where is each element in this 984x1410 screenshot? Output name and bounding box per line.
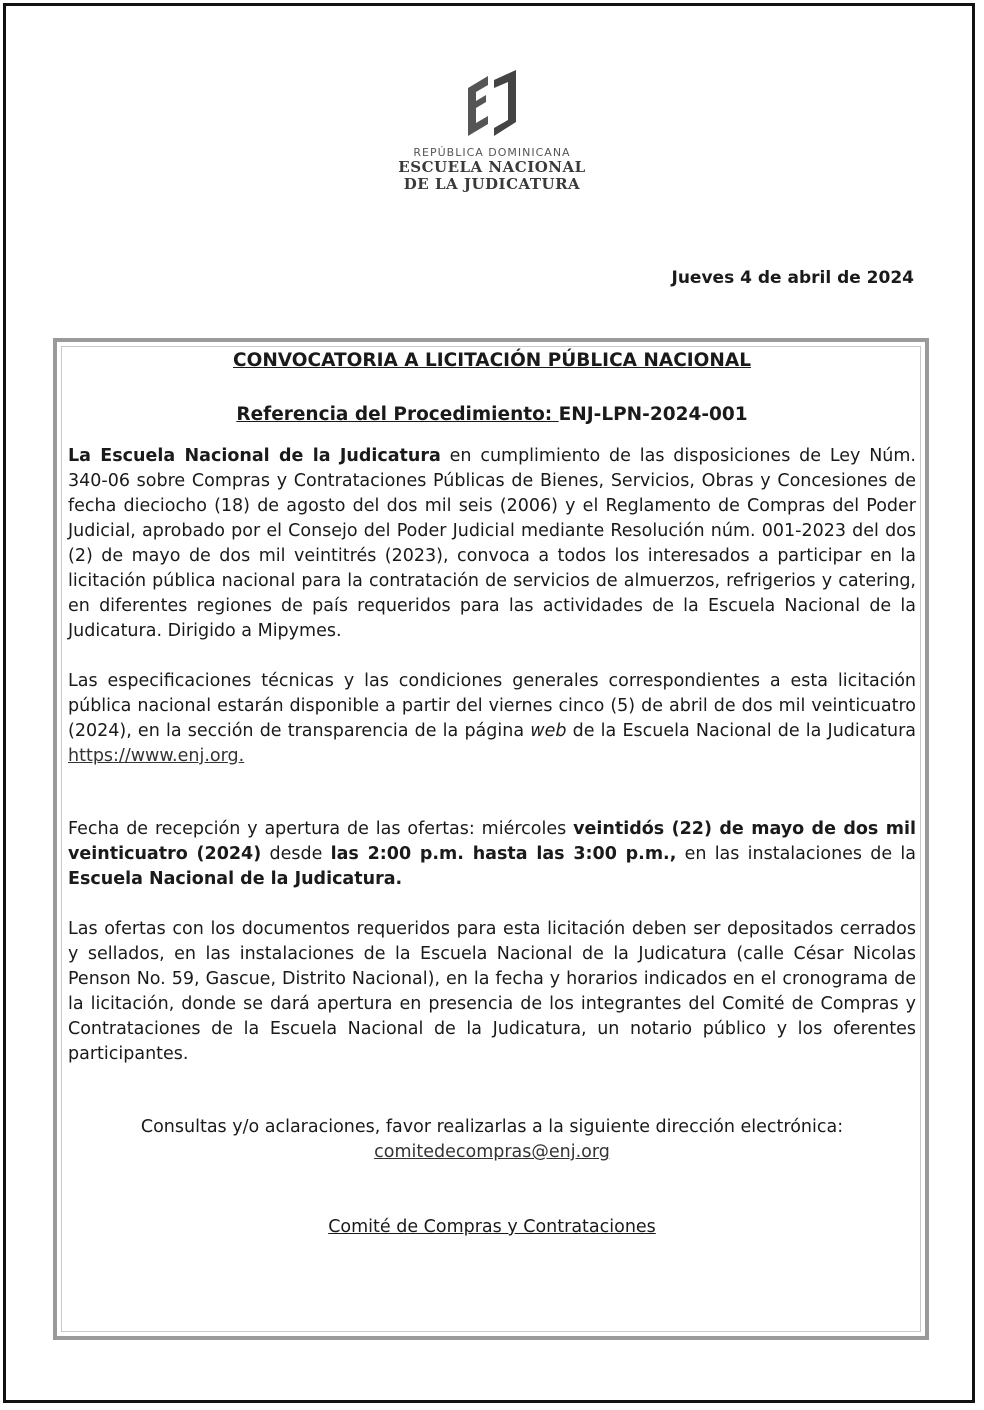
- notice-date: Jueves 4 de abril de 2024: [671, 268, 914, 288]
- dates-text-c: en las instalaciones de la: [676, 844, 916, 864]
- notice-title: CONVOCATORIA A LICITACIÓN PÚBLICA NACIONAL: [233, 350, 751, 371]
- paragraph-dates: [68, 817, 916, 892]
- paragraph-specifications: [68, 669, 916, 769]
- consult-text: Consultas y/o aclaraciones, favor realizarlas a la siguiente dirección electrónica:: [140, 1117, 844, 1137]
- dates-text-b: desde: [261, 844, 331, 864]
- consult-email-link[interactable]: comitedecompras@enj.org: [374, 1142, 610, 1162]
- website-link[interactable]: https://www.enj.org.: [68, 746, 245, 766]
- logo-block: [0, 70, 984, 193]
- paragraph-intro: [68, 444, 916, 644]
- intro-text: en cumplimiento de las disposiciones de Ley Núm. 340-06 sobre Compras y Contrataciones Públicas de Bienes, Servicios, Obras y Concesiones de fecha dieciocho (18) de agosto del dos mil seis (2006) y el Reglamento de Compras del Poder Judicial, aprobado por el Consejo del Poder Judicial mediante Resolución núm. 001-2023 del dos (2) de mayo de dos mil veintitrés (2023), convoca a todos los interesados a participar en la licitación pública nacional para la contratación de servicios de almuerzos, refrigerios y catering, en diferentes regiones de país requeridos para las actividades de la Escuela Nacional de la Judicatura. Dirigido a Mipymes.: [68, 446, 916, 641]
- intro-institution: La Escuela Nacional de la Judicatura: [68, 446, 441, 466]
- spec-text-b: de la Escuela Nacional de la Judicatura: [566, 721, 916, 741]
- spec-text-a: Las especificaciones técnicas y las condiciones generales correspondientes a esta licitación pública nacional estarán disponible a partir del viernes cinco (5) de abril de dos mil veinticuatro (2024), en la sección de transparencia de la página: [68, 671, 916, 741]
- reference-code: ENJ-LPN-2024-001: [558, 404, 748, 425]
- dates-bold-time: las 2:00 p.m. hasta las 3:00 p.m.,: [330, 844, 677, 864]
- logo-country: REPÚBLICA DOMINICANA: [413, 146, 571, 159]
- logo-name-line2: DE LA JUDICATURA: [403, 175, 581, 193]
- consult-block: [68, 1115, 916, 1165]
- dates-bold-date: veintidós (22) de mayo de dos mil veinticuatro (2024): [68, 819, 916, 864]
- paragraph-offers: Las ofertas con los documentos requeridos para esta licitación deben ser depositados cerrados y sellados, en las instalaciones de la Escuela Nacional de la Judicatura (calle César Nicolas Penson No. 59, Gascue, Distrito Nacional), en la fecha y horarios indicados en el cronograma de la licitación, donde se dará apertura en presencia de los integrantes del Comité de Compras y Contrataciones de la Escuela Nacional de la Judicatura, un notario público y los oferentes participantes.: [68, 919, 916, 1064]
- notice-content: [68, 348, 916, 1240]
- dates-bold-place: Escuela Nacional de la Judicatura.: [68, 869, 403, 889]
- spec-web: web: [530, 721, 567, 741]
- reference-label: Referencia del Procedimiento:: [236, 404, 559, 425]
- signature: Comité de Compras y Contrataciones: [328, 1217, 656, 1237]
- dates-text-a: Fecha de recepción y apertura de las ofertas: miércoles: [68, 819, 574, 839]
- logo-name-line1: ESCUELA NACIONAL: [398, 158, 586, 176]
- procedure-reference: [68, 402, 916, 427]
- enj-logo-icon: [460, 70, 524, 142]
